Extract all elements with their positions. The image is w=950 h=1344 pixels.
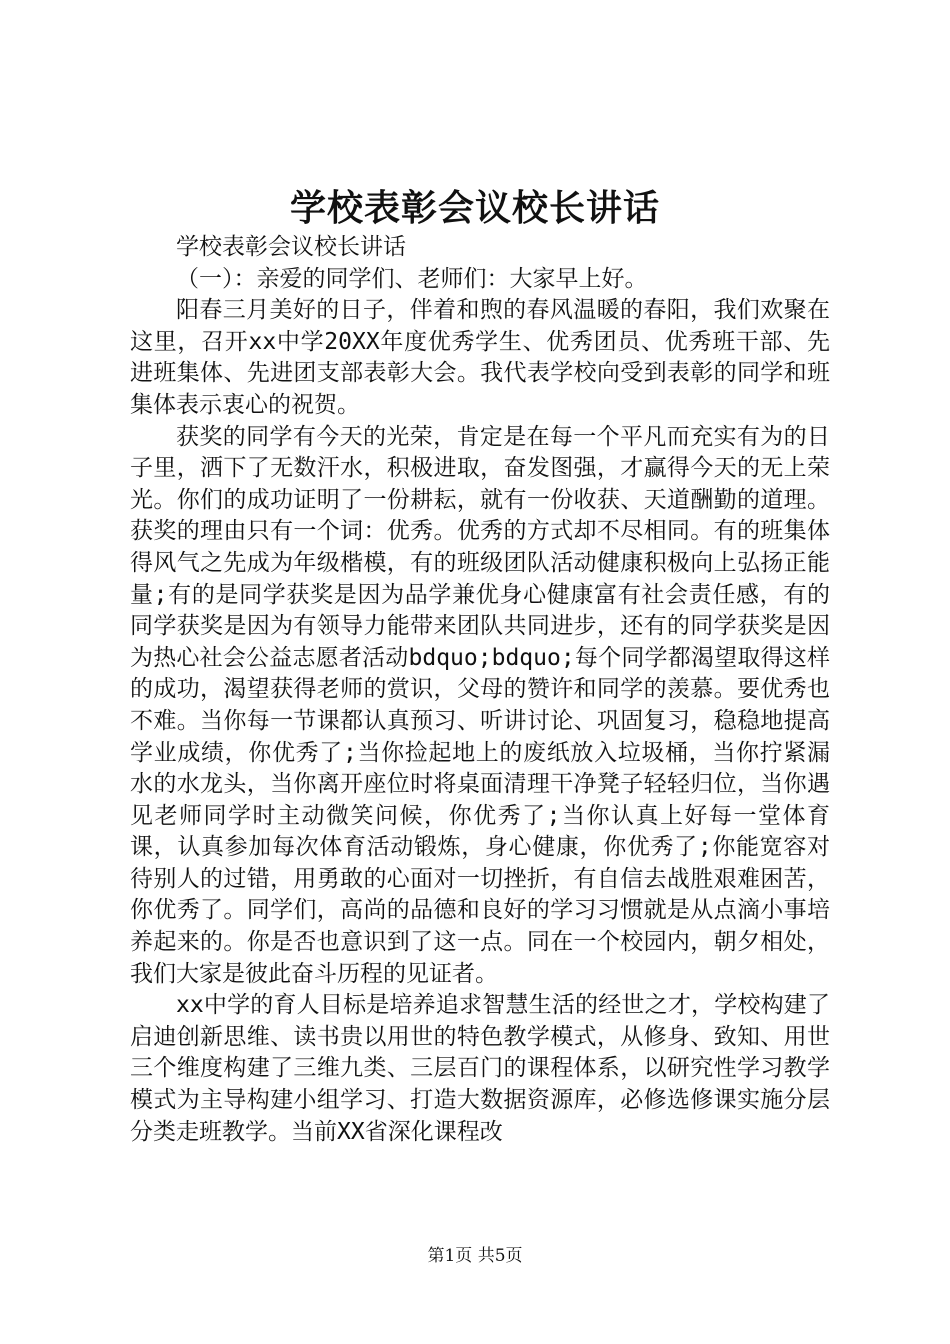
paragraph-1: 阳春三月美好的日子，伴着和煦的春风温暖的春阳，我们欢聚在这里，召开xx中学20XX年度优秀学生、优秀团员、优秀班干部、先进班集体、先进团支部表彰大会。我代表学校向受到表彰的同学和班集体表示衷心的祝贺。 — [130, 297, 830, 418]
paragraph-3: xx中学的育人目标是培养追求智慧生活的经世之才，学校构建了启迪创新思维、读书贵以用世的特色教学模式，从修身、致知、用世三个维度构建了三维九类、三层百门的课程体系，以研究性学习教学模式为主导构建小组学习、打造大数据资源库，必修选修课实施分层分类走班教学。当前XX省深化课程改 — [130, 992, 830, 1145]
subtitle-line: 学校表彰会议校长讲话 — [176, 234, 406, 260]
paragraph-2: 获奖的同学有今天的光荣，肯定是在每一个平凡而充实有为的日子里，洒下了无数汗水，积极进取，奋发图强，才赢得今天的无上荣光。你们的成功证明了一份耕耘，就有一份收获、天道酬勤的道理。获奖的理由只有一个词：优秀。优秀的方式却不尽相同。有的班集体得风气之先成为年级楷模，有的班级团队活动健康积极向上弘扬正能量;有的是同学获奖是因为品学兼优身心健康富有社会责任感，有的同学获奖是因为有领导力能带来团队共同进步，还有的同学获奖是因为热心社会公益志愿者活动bdquo;bdquo;每个同学都渴望取得这样的成功，渴望获得老师的赏识，父母的赞许和同学的羡慕。要优秀也不难。当你每一节课都认真预习、听讲讨论、巩固复习，稳稳地提高学业成绩，你优秀了;当你捡起地上的废纸放入垃圾桶，当你拧紧漏水的水龙头，当你离开座位时将桌面清理干净凳子轻轻归位，当你遇见老师同学时主动微笑问候，你优秀了;当你认真上好每一堂体育课，认真参加每次体育活动锻炼，身心健康，你优秀了;你能宽容对待别人的过错，用勇敢的心面对一切挫折，有自信去战胜艰难困苦，你优秀了。同学们，高尚的品德和良好的学习习惯就是从点滴小事培养起来的。你是否也意识到了这一点。同在一个校园内，朝夕相处，我们大家是彼此奋斗历程的见证者。 — [130, 423, 830, 987]
page-number-footer: 第1页 共5页 — [427, 1246, 523, 1266]
greeting-line: （一）：亲爱的同学们、老师们：大家早上好。 — [176, 265, 648, 292]
document-body — [130, 232, 830, 1148]
document-title: 学校表彰会议校长讲话 — [289, 187, 660, 229]
